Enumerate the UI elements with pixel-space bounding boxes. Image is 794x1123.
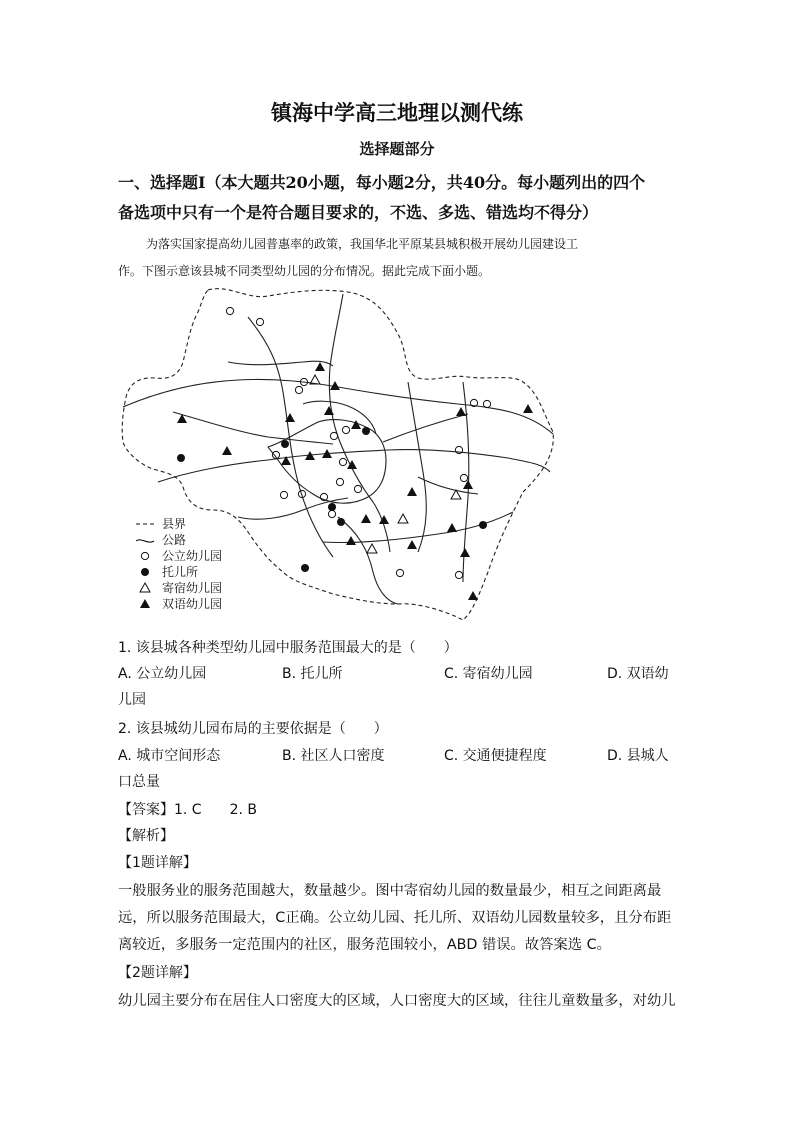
bilingual-kindergarten-icon: [460, 548, 470, 557]
legend-nursery-label: 托儿所: [162, 565, 199, 579]
detail-1-line: 离较近，多服务一定范围内的社区，服务范围较小，ABD 错误。故答案选 C。: [118, 937, 611, 953]
map-legend: [136, 517, 222, 611]
nursery-icon: [337, 518, 345, 526]
bilingual-kindergarten-icon: [361, 514, 371, 523]
bilingual-kindergarten-icon: [456, 407, 466, 416]
public-kindergarten-icon: [226, 307, 233, 314]
question-2-option-b[interactable]: B. 社区人口密度: [282, 748, 385, 764]
question-1-option-d[interactable]: D. 双语幼: [607, 666, 669, 682]
legend-nursery-icon: [141, 568, 149, 576]
intro-line2: 作。下图示意该县城不同类型幼儿园的分布情况。据此完成下面小题。: [118, 264, 491, 278]
nursery-icon: [177, 454, 185, 462]
detail-2-heading: 【2题详解】: [118, 965, 197, 981]
question-2-option-c[interactable]: C. 交通便捷程度: [444, 748, 547, 764]
nursery-icon: [301, 564, 309, 572]
public-kindergarten-icon: [280, 491, 287, 498]
question-2-option-d-cont: 口总量: [118, 774, 160, 790]
page-title: 镇海中学高三地理以测代练: [271, 100, 523, 125]
question-1-option-b[interactable]: B. 托儿所: [282, 666, 343, 682]
bilingual-kindergarten-icon: [324, 406, 334, 415]
bilingual-kindergarten-icon: [346, 536, 356, 545]
section-subtitle: 选择题部分: [359, 140, 435, 158]
legend-bilingual-icon: [140, 599, 150, 608]
question-1-option-c[interactable]: C. 寄宿幼儿园: [444, 666, 533, 682]
public-kindergarten-icon: [455, 571, 462, 578]
legend-public-icon: [141, 552, 148, 559]
answer-line: 【答案】1. C 2. B: [118, 802, 257, 818]
legend-bilingual-label: 双语幼儿园: [162, 597, 223, 611]
bilingual-kindergarten-icon: [447, 523, 457, 532]
question-1-option-d-cont: 儿园: [118, 692, 146, 708]
legend-road-label: 公路: [162, 533, 187, 547]
detail-1-heading: 【1题详解】: [118, 855, 197, 871]
detail-2-line: 幼儿园主要分布在居住人口密度大的区域，人口密度大的区域，往往儿童数量多，对幼儿: [118, 993, 676, 1009]
nursery-icon: [479, 521, 487, 529]
legend-border-label: 县界: [162, 517, 187, 531]
public-kindergarten-icon: [483, 400, 490, 407]
road: [173, 412, 333, 444]
bilingual-kindergarten-icon: [407, 487, 417, 496]
legend-public-label: 公立幼儿园: [162, 549, 223, 563]
public-kindergarten-icon: [256, 318, 263, 325]
bilingual-kindergarten-icon: [222, 446, 232, 455]
public-kindergarten-icon: [336, 478, 343, 485]
nursery-icon: [328, 503, 336, 511]
public-kindergarten-icon: [330, 432, 337, 439]
bilingual-kindergarten-icon: [407, 540, 417, 549]
question-1-option-a[interactable]: A. 公立幼儿园: [118, 666, 207, 682]
section-heading-line1: 一、选择题Ⅰ（本大题共20小题，每小题2分，共40分。每小题列出的四个: [118, 173, 646, 192]
public-kindergarten-icon: [295, 386, 302, 393]
legend-boarding-label: 寄宿幼儿园: [162, 581, 223, 595]
boarding-kindergarten-icon: [367, 544, 377, 553]
public-kindergarten-icon: [396, 569, 403, 576]
analysis-heading: 【解析】: [118, 828, 174, 844]
question-2-stem: 2. 该县城幼儿园布局的主要依据是（ ）: [118, 721, 388, 737]
road: [338, 517, 398, 604]
public-kindergarten-icon: [460, 474, 467, 481]
detail-1-line: 远，所以服务范围最大，C正确。公立幼儿园、托儿所、双语幼儿园数量较多，且分布距: [118, 910, 672, 926]
section-heading-line2: 备选项中只有一个是符合题目要求的，不选、多选、错选均不得分）: [118, 203, 599, 222]
public-kindergarten-icon: [328, 510, 335, 517]
road: [228, 361, 333, 366]
intro-line1: 为落实国家提高幼儿园普惠率的政策，我国华北平原某县城积极开展幼儿园建设工: [146, 237, 579, 251]
public-kindergarten-icon: [354, 485, 361, 492]
legend-boarding-icon: [140, 583, 150, 592]
legend-road-icon: [136, 540, 154, 542]
bilingual-kindergarten-icon: [523, 404, 533, 413]
road: [383, 414, 468, 442]
nursery-icon: [362, 427, 370, 435]
question-2-option-d[interactable]: D. 县城人: [607, 748, 669, 764]
question-2-option-a[interactable]: A. 城市空间形态: [118, 748, 221, 764]
question-1-stem: 1. 该县城各种类型幼儿园中服务范围最大的是（ ）: [118, 640, 458, 656]
detail-1-line: 一般服务业的服务范围越大，数量越少。图中寄宿幼儿园的数量最少，相互之间距离最: [118, 883, 662, 899]
road: [329, 294, 390, 552]
bilingual-kindergarten-icon: [315, 362, 325, 371]
bilingual-kindergarten-icon: [468, 591, 478, 600]
kindergarten-distribution-map: [118, 282, 558, 622]
road: [408, 382, 426, 552]
nursery-icon: [281, 440, 289, 448]
boarding-kindergarten-icon: [398, 514, 408, 523]
public-kindergarten-icon: [339, 458, 346, 465]
public-kindergarten-icon: [342, 426, 349, 433]
